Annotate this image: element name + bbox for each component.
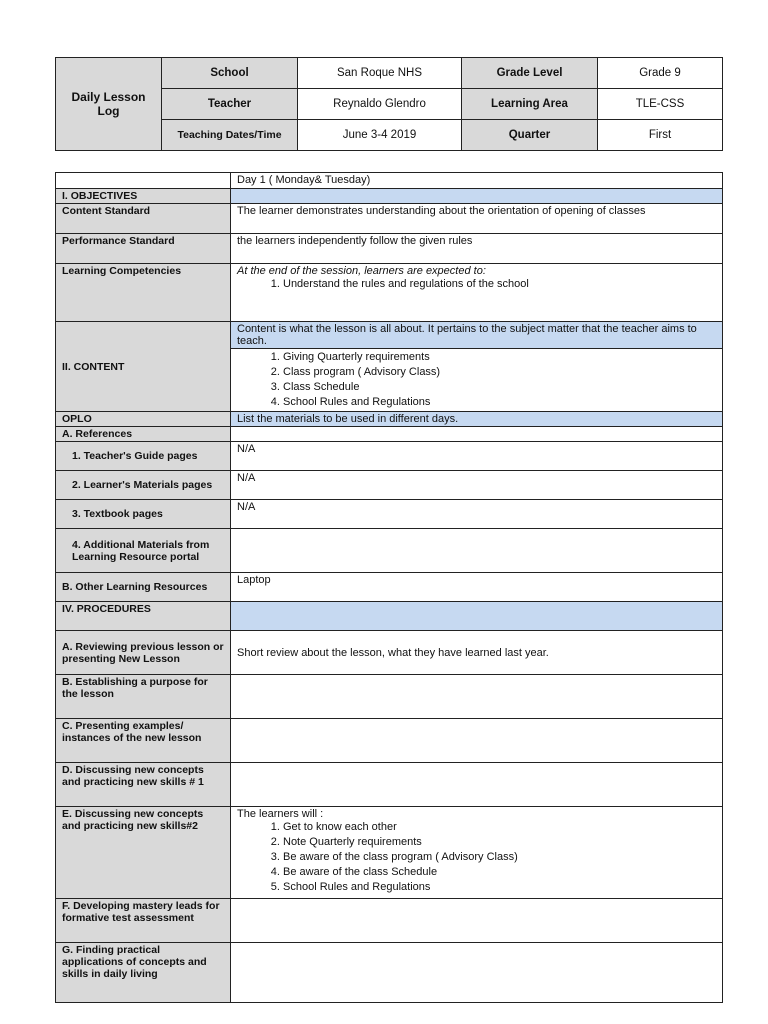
content-standard-value: The learner demonstrates understanding about the orientation of opening of classes xyxy=(231,204,723,234)
oplo-note: List the materials to be used in different days. xyxy=(231,412,723,427)
proc-c-label: C. Presenting examples/ instances of the new lesson xyxy=(56,719,231,763)
content-note: Content is what the lesson is all about. It pertains to the subject matter that the teacher aims to teach. xyxy=(231,322,723,349)
proc-e-item: 4. Be aware of the class Schedule xyxy=(283,865,716,880)
day-heading: Day 1 ( Monday& Tuesday) xyxy=(231,173,723,189)
other-resources-label: B. Other Learning Resources xyxy=(56,573,231,602)
proc-a-value: Short review about the lesson, what they have learned last year. xyxy=(231,631,723,675)
proc-f-label: F. Developing mastery leads for formative test assessment xyxy=(56,899,231,943)
proc-e-list xyxy=(237,820,716,895)
proc-e-item: 2. Note Quarterly requirements xyxy=(283,835,716,850)
log-title: Daily Lesson Log xyxy=(56,58,162,151)
area-value: TLE-CSS xyxy=(598,89,723,120)
grade-label: Grade Level xyxy=(462,58,598,89)
content-items-cell xyxy=(231,349,723,412)
dates-value: June 3-4 2019 xyxy=(298,120,462,151)
proc-a-label: A. Reviewing previous lesson or presenting New Lesson xyxy=(56,631,231,675)
proc-b-value xyxy=(231,675,723,719)
additional-materials-value xyxy=(231,529,723,573)
school-value: San Roque NHS xyxy=(298,58,462,89)
content-label: II. CONTENT xyxy=(56,322,231,412)
teachers-guide-label: 1. Teacher's Guide pages xyxy=(56,442,231,471)
proc-d-label: D. Discussing new concepts and practicing new skills # 1 xyxy=(56,763,231,807)
content-item: 3. Class Schedule xyxy=(283,380,716,395)
dates-label: Teaching Dates/Time xyxy=(162,120,298,151)
procedures-label: IV. PROCEDURES xyxy=(56,602,231,631)
proc-c-value xyxy=(231,719,723,763)
learners-materials-value: N/A xyxy=(231,471,723,500)
blank-corner xyxy=(56,173,231,189)
teacher-value: Reynaldo Glendro xyxy=(298,89,462,120)
content-item: 2. Class program ( Advisory Class) xyxy=(283,365,716,380)
proc-g-value xyxy=(231,943,723,1003)
proc-f-value xyxy=(231,899,723,943)
content-item: 1. Giving Quarterly requirements xyxy=(283,350,716,365)
quarter-value: First xyxy=(598,120,723,151)
objectives-band xyxy=(231,189,723,204)
competencies-cell xyxy=(231,264,723,322)
grade-value: Grade 9 xyxy=(598,58,723,89)
competencies-intro: At the end of the session, learners are expected to: xyxy=(237,265,486,277)
proc-e-label: E. Discussing new concepts and practicing new skills#2 xyxy=(56,807,231,899)
oplo-label: OPLO xyxy=(56,412,231,427)
proc-b-label: B. Establishing a purpose for the lesson xyxy=(56,675,231,719)
learners-materials-label: 2. Learner's Materials pages xyxy=(56,471,231,500)
school-label: School xyxy=(162,58,298,89)
proc-e-item: 5. School Rules and Regulations xyxy=(283,880,716,895)
competency-item: 1. Understand the rules and regulations of the school xyxy=(283,277,716,292)
area-label: Learning Area xyxy=(462,89,598,120)
header-table xyxy=(55,57,723,151)
lesson-plan-table xyxy=(55,172,723,1003)
proc-e-intro: The learners will : xyxy=(237,808,324,820)
teacher-label: Teacher xyxy=(162,89,298,120)
content-list xyxy=(237,350,716,410)
textbook-value: N/A xyxy=(231,500,723,529)
proc-e-cell xyxy=(231,807,723,899)
performance-standard-value: the learners independently follow the given rules xyxy=(231,234,723,264)
textbook-label: 3. Textbook pages xyxy=(56,500,231,529)
quarter-label: Quarter xyxy=(462,120,598,151)
proc-e-item: 3. Be aware of the class program ( Advisory Class) xyxy=(283,850,716,865)
references-label: A. References xyxy=(56,427,231,442)
content-standard-label: Content Standard xyxy=(56,204,231,234)
content-item: 4. School Rules and Regulations xyxy=(283,395,716,410)
other-resources-value: Laptop xyxy=(231,573,723,602)
performance-standard-label: Performance Standard xyxy=(56,234,231,264)
competencies-label: Learning Competencies xyxy=(56,264,231,322)
objectives-label: I. OBJECTIVES xyxy=(56,189,231,204)
proc-e-item: 1. Get to know each other xyxy=(283,820,716,835)
references-value xyxy=(231,427,723,442)
teachers-guide-value: N/A xyxy=(231,442,723,471)
proc-d-value xyxy=(231,763,723,807)
proc-g-label: G. Finding practical applications of concepts and skills in daily living xyxy=(56,943,231,1003)
additional-materials-label: 4. Additional Materials from Learning Resource portal xyxy=(56,529,231,573)
competencies-list xyxy=(237,277,716,292)
procedures-band xyxy=(231,602,723,631)
